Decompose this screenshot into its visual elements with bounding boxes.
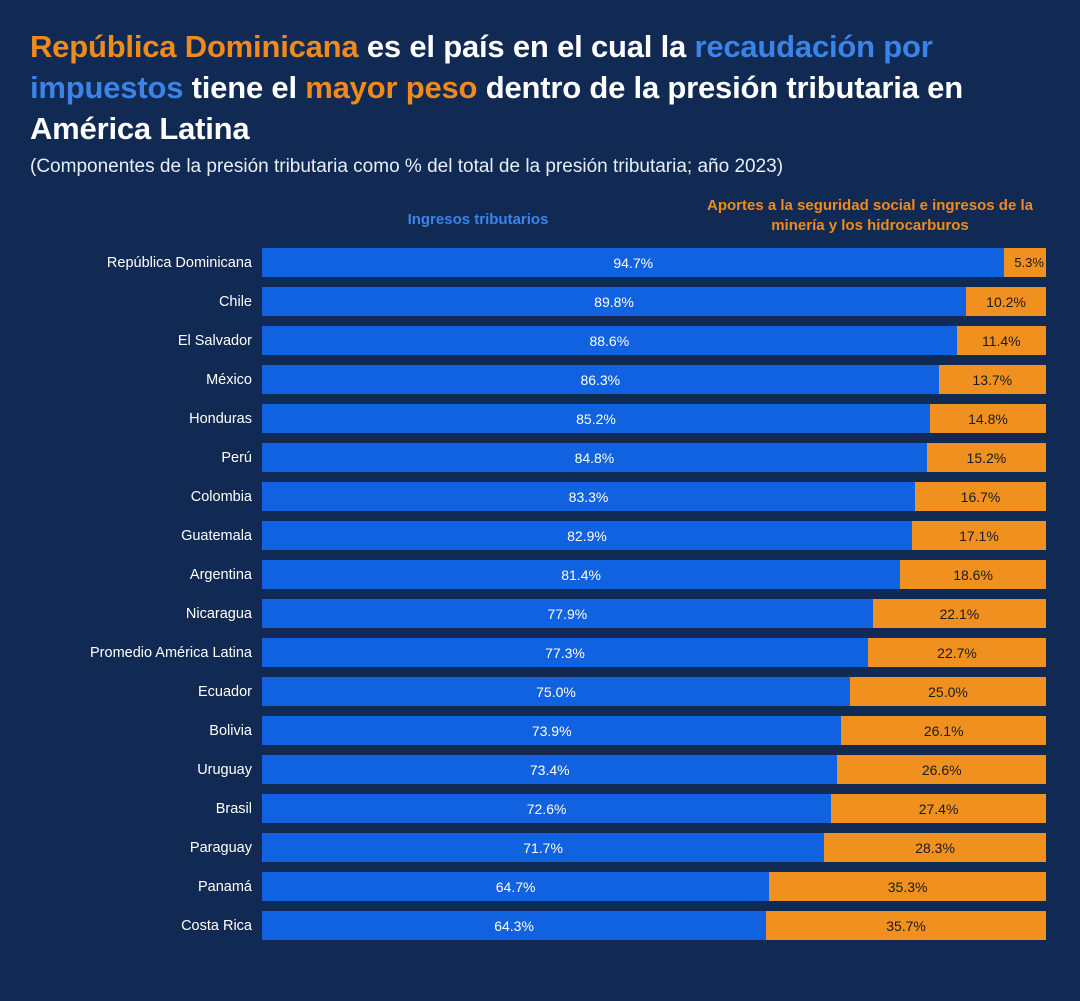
bar-segment-aportes-seguridad-social: 26.1% (841, 716, 1046, 745)
chart-row (30, 287, 1046, 316)
row-label: Nicaragua (185, 605, 252, 622)
bar-segment-ingresos-tributarios: 82.9% (262, 521, 912, 550)
bar-track (262, 599, 1046, 628)
bar-segment-aportes-seguridad-social: 15.2% (927, 443, 1046, 472)
chart-row (30, 248, 1046, 277)
row-label: El Salvador (177, 332, 252, 349)
bar-segment-ingresos-tributarios: 73.9% (262, 716, 841, 745)
row-label: Bolivia (209, 722, 252, 739)
title-segment-3: recaudación por impuestos (30, 29, 933, 106)
bar-segment-aportes-seguridad-social: 18.6% (900, 560, 1046, 589)
bar-segment-ingresos-tributarios: 77.9% (262, 599, 873, 628)
bar-track (262, 248, 1046, 277)
chart-row (30, 560, 1046, 589)
bar-segment-ingresos-tributarios: 85.2% (262, 404, 930, 433)
bar-segment-aportes-seguridad-social: 13.7% (939, 365, 1046, 394)
row-label: Promedio América Latina (90, 644, 252, 661)
chart-row (30, 404, 1046, 433)
bar-segment-ingresos-tributarios: 86.3% (262, 365, 939, 394)
chart-row (30, 638, 1046, 667)
legend-item-ingresos-tributarios: Ingresos tributarios (407, 210, 549, 228)
bar-track (262, 287, 1046, 316)
bar-segment-aportes-seguridad-social: 17.1% (912, 521, 1046, 550)
row-label: Panamá (197, 878, 252, 895)
bar-track (262, 911, 1046, 940)
bar-segment-aportes-seguridad-social: 10.2% (966, 287, 1046, 316)
chart-subtitle: (Componentes de la presión tributaria como % del total de la presión tributaria; año 2023) (30, 155, 784, 177)
row-label: República Dominicana (106, 254, 252, 271)
chart-row (30, 326, 1046, 355)
bar-segment-aportes-seguridad-social: 35.3% (769, 872, 1046, 901)
chart-row (30, 755, 1046, 784)
bar-segment-aportes-seguridad-social: 35.7% (766, 911, 1046, 940)
bar-track (262, 560, 1046, 589)
row-label: Chile (218, 293, 252, 310)
row-label: Colombia (190, 488, 252, 505)
bar-segment-ingresos-tributarios: 64.3% (262, 911, 766, 940)
bar-track (262, 521, 1046, 550)
bar-segment-ingresos-tributarios: 64.7% (262, 872, 769, 901)
bar-track (262, 872, 1046, 901)
chart-row (30, 716, 1046, 745)
bar-track (262, 716, 1046, 745)
chart-legend (30, 196, 1046, 237)
bar-segment-aportes-seguridad-social: 22.7% (868, 638, 1046, 667)
title-segment-2: es el país en el cual la (358, 29, 695, 64)
bar-segment-aportes-seguridad-social: 11.4% (957, 326, 1046, 355)
bar-track (262, 755, 1046, 784)
bar-segment-aportes-seguridad-social: 5.3% (1004, 248, 1046, 277)
chart-row (30, 677, 1046, 706)
row-label: Uruguay (197, 761, 252, 778)
bar-segment-aportes-seguridad-social: 14.8% (930, 404, 1046, 433)
chart-row (30, 872, 1046, 901)
bar-segment-ingresos-tributarios: 88.6% (262, 326, 957, 355)
bar-track (262, 677, 1046, 706)
row-label: Costa Rica (181, 917, 252, 934)
bar-segment-aportes-seguridad-social: 26.6% (837, 755, 1046, 784)
bar-segment-ingresos-tributarios: 81.4% (262, 560, 900, 589)
bar-segment-ingresos-tributarios: 83.3% (262, 482, 915, 511)
bar-segment-aportes-seguridad-social: 22.1% (873, 599, 1046, 628)
chart-row (30, 365, 1046, 394)
row-label: Argentina (189, 566, 252, 583)
title-segment-5: mayor peso (305, 70, 478, 106)
bar-segment-ingresos-tributarios: 75.0% (262, 677, 850, 706)
row-label: Honduras (189, 410, 252, 427)
chart-row (30, 911, 1046, 940)
bar-segment-aportes-seguridad-social: 16.7% (915, 482, 1046, 511)
page-title (30, 26, 1046, 150)
row-label: Perú (221, 449, 252, 466)
stacked-bar-chart (30, 248, 1046, 940)
legend-item-aportes-seguridad-social: Aportes a la seguridad social e ingresos de la minería y los hidrocarburos (707, 196, 1033, 234)
bar-segment-ingresos-tributarios: 72.6% (262, 794, 831, 823)
bar-track (262, 443, 1046, 472)
row-label: Guatemala (181, 527, 252, 544)
chart-row (30, 443, 1046, 472)
bar-track (262, 638, 1046, 667)
bar-track (262, 833, 1046, 862)
bar-segment-aportes-seguridad-social: 25.0% (850, 677, 1046, 706)
bar-track (262, 482, 1046, 511)
bar-track (262, 794, 1046, 823)
bar-segment-ingresos-tributarios: 84.8% (262, 443, 927, 472)
bar-track (262, 326, 1046, 355)
bar-segment-aportes-seguridad-social: 27.4% (831, 794, 1046, 823)
title-segment-4: tiene el (183, 70, 306, 106)
bar-track (262, 365, 1046, 394)
row-label: Paraguay (189, 839, 252, 856)
chart-row (30, 521, 1046, 550)
bar-segment-ingresos-tributarios: 77.3% (262, 638, 868, 667)
title-segment-1: República Dominicana (30, 29, 359, 64)
bar-segment-aportes-seguridad-social: 28.3% (824, 833, 1046, 862)
chart-row (30, 794, 1046, 823)
title-segment-6: dentro de la presión tributaria en América Latina (30, 70, 963, 147)
bar-track (262, 404, 1046, 433)
bar-segment-ingresos-tributarios: 94.7% (262, 248, 1004, 277)
row-label: Ecuador (197, 683, 252, 700)
bar-segment-ingresos-tributarios: 73.4% (262, 755, 837, 784)
row-label: Brasil (215, 800, 252, 817)
chart-row (30, 482, 1046, 511)
chart-row (30, 599, 1046, 628)
chart-row (30, 833, 1046, 862)
bar-segment-ingresos-tributarios: 89.8% (262, 287, 966, 316)
bar-segment-ingresos-tributarios: 71.7% (262, 833, 824, 862)
row-label: México (206, 371, 252, 388)
